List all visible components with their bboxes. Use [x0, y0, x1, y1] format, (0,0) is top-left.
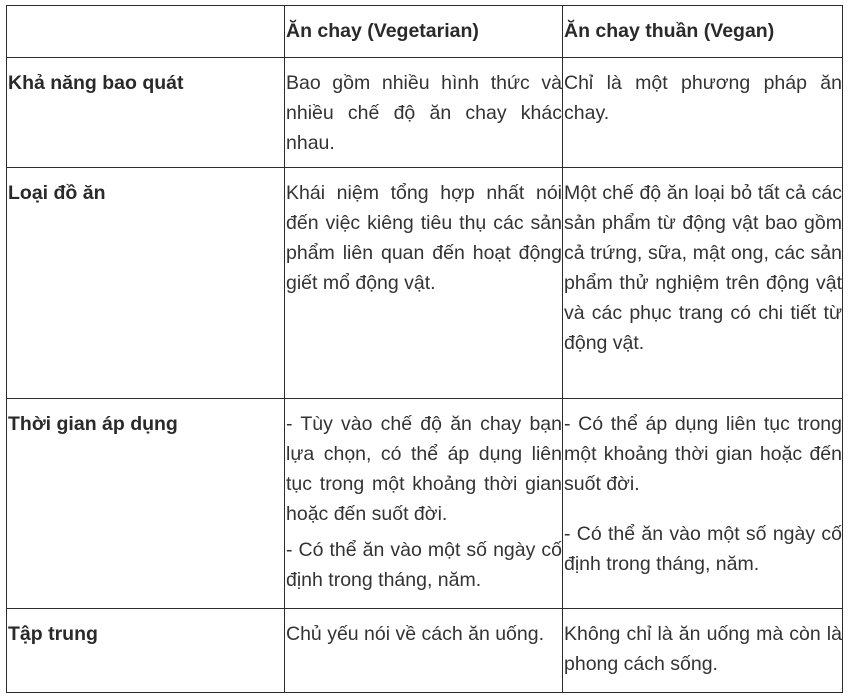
cell-vegan [563, 58, 843, 168]
cell-vegetarian [285, 609, 563, 693]
table-row [7, 58, 843, 168]
cell-vegetarian [285, 58, 563, 168]
header-empty [7, 6, 285, 58]
cell-text: - Tùy vào chế độ ăn chay bạn lựa chọn, có thể áp dụng liên tục trong một khoảng thời gian hoặc đến suốt đời. [286, 413, 562, 525]
header-vegan: Ăn chay thuần (Vegan) [563, 6, 843, 58]
cell-vegan [563, 399, 843, 609]
table-row [7, 609, 843, 693]
cell-vegetarian [285, 168, 563, 399]
cell-text: - Có thể áp dụng liên tục trong một khoảng thời gian hoặc đến suốt đời. [564, 413, 842, 495]
cell-vegan [563, 168, 843, 399]
table-row [7, 168, 843, 399]
cell-text: Chỉ là một phương pháp ăn chay. [564, 72, 842, 124]
cell-text: - Có thể ăn vào một số ngày cố định trong tháng, năm. [286, 539, 562, 591]
comparison-table [6, 5, 843, 693]
row-label: Khả năng bao quát [7, 58, 285, 168]
row-label: Thời gian áp dụng [7, 399, 285, 609]
row-label: Loại đồ ăn [7, 168, 285, 399]
cell-text: Bao gồm nhiều hình thức và nhiều chế độ ăn chay khác nhau. [286, 72, 562, 154]
cell-text: Chủ yếu nói về cách ăn uống. [286, 623, 545, 645]
cell-text: Khái niệm tổng hợp nhất nói đến việc kiêng tiêu thụ các sản phẩm liên quan đến hoạt động giết mổ động vật. [286, 182, 562, 294]
cell-text: - Có thể ăn vào một số ngày cố định trong tháng, năm. [564, 523, 842, 575]
cell-text: Không chỉ là ăn uống mà còn là phong cách sống. [564, 623, 842, 675]
header-vegetarian: Ăn chay (Vegetarian) [285, 6, 563, 58]
header-row [7, 6, 843, 58]
cell-vegetarian [285, 399, 563, 609]
row-label: Tập trung [7, 609, 285, 693]
table-row [7, 399, 843, 609]
cell-vegan [563, 609, 843, 693]
cell-text: Một chế độ ăn loại bỏ tất cả các sản phẩm từ động vật bao gồm cả trứng, sữa, mật ong, các sản phẩm thử nghiệm trên động vật và các phục trang có chi tiết từ động vật. [564, 182, 842, 354]
